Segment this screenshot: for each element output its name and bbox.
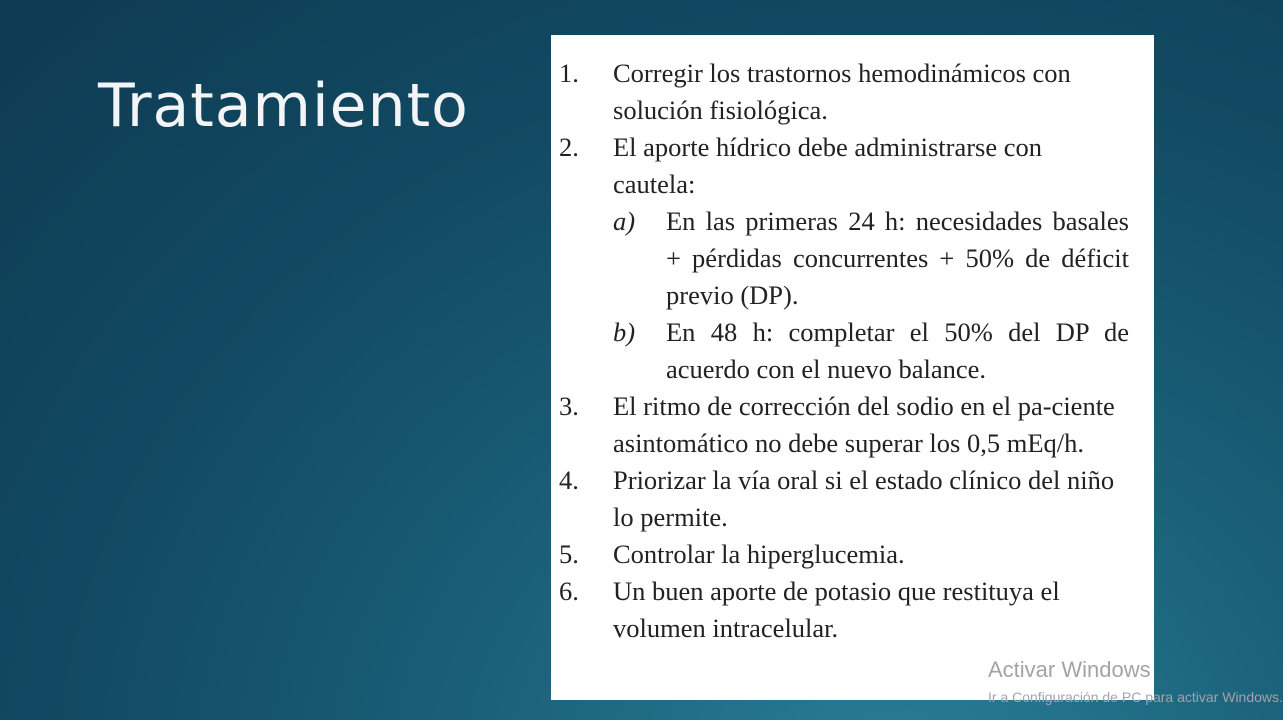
list-item-text: El aporte hídrico debe administrarse con cautela:: [613, 132, 1042, 199]
list-item-text: Priorizar la vía oral si el estado clínico del niño lo permite.: [613, 465, 1115, 532]
watermark-title: Activar Windows: [988, 657, 1151, 682]
sub-item-text: En las primeras 24 h: necesidades basales + pérdidas concurrentes + 50% de déficit previo (DP).: [666, 206, 1129, 310]
list-item: [559, 573, 1129, 647]
list-item-number: 6.: [559, 576, 579, 606]
sub-item-letter: a): [613, 206, 636, 236]
treatment-list: [559, 55, 1129, 647]
watermark-subtitle: Ir a Configuración de PC para activar Windows.: [988, 689, 1283, 705]
list-item: [559, 536, 1129, 573]
slide-title: Tratamiento: [98, 71, 469, 141]
list-item: [559, 129, 1129, 388]
list-item-number: 5.: [559, 539, 579, 569]
list-item-number: 1.: [559, 58, 579, 88]
sub-list-item: [613, 203, 1129, 314]
windows-activation-watermark: [988, 655, 1283, 705]
list-item-text: El ritmo de corrección del sodio en el pa-ciente asintomático no debe superar los 0,5 mEq/h.: [613, 391, 1115, 458]
list-item: [559, 388, 1129, 462]
list-item-text: Un buen aporte de potasio que restituya el volumen intracelular.: [613, 576, 1060, 643]
list-item: [559, 462, 1129, 536]
list-item-number: 3.: [559, 391, 579, 421]
list-item: [559, 55, 1129, 129]
sub-list-item: [613, 314, 1129, 388]
list-item-text: Controlar la hiperglucemia.: [613, 539, 905, 569]
list-item-number: 4.: [559, 465, 579, 495]
list-item-number: 2.: [559, 132, 579, 162]
sub-list: [613, 203, 1129, 388]
treatment-list-image: [551, 35, 1154, 700]
sub-item-text: En 48 h: completar el 50% del DP de acuerdo con el nuevo balance.: [666, 317, 1129, 384]
list-item-text: Corregir los trastornos hemodinámicos con solución fisiológica.: [613, 58, 1071, 125]
sub-item-letter: b): [613, 317, 636, 347]
